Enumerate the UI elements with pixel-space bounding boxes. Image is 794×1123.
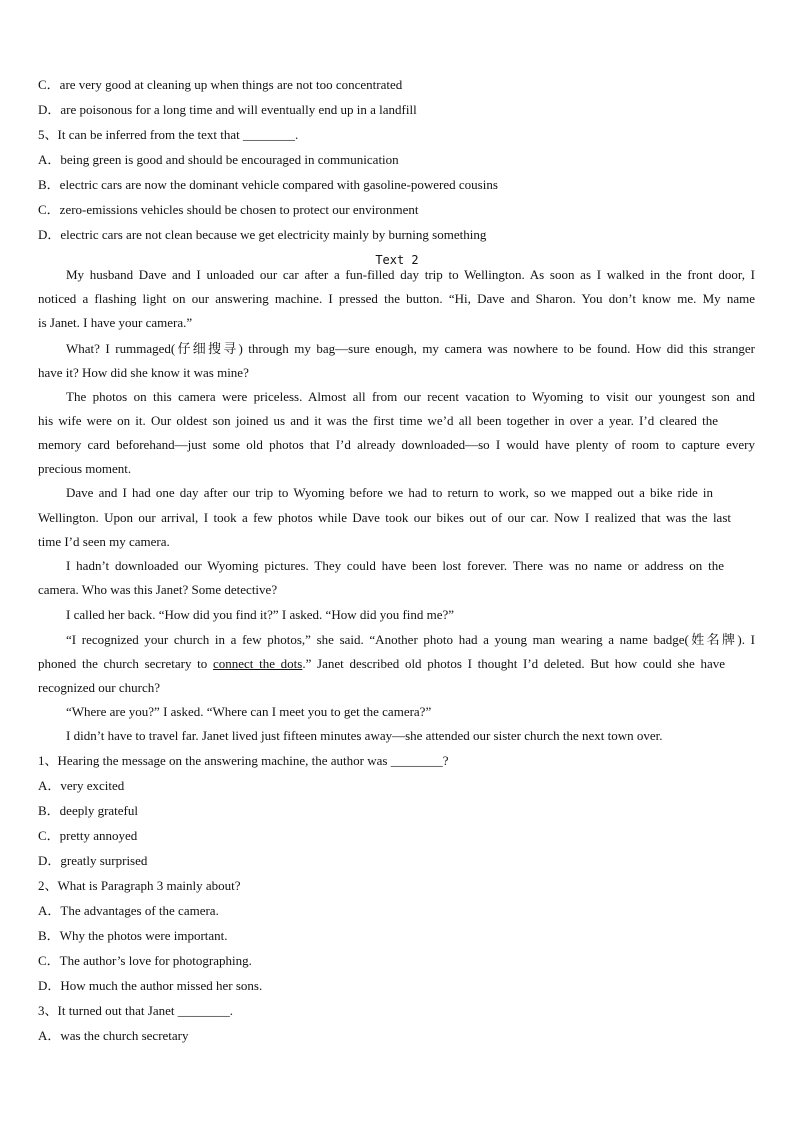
passage-line: “Where are you?” I asked. “Where can I meet you to get the camera?” [66, 704, 432, 719]
passage-line: have it? How did she know it was mine? [38, 365, 249, 380]
underlined-phrase: connect the dots [212, 656, 303, 671]
passage-line: What? I rummaged(仔细搜寻) through my bag—sure enough, my camera was nowhere to be found. How did this stranger [66, 341, 755, 356]
passage-line: Dave and I had one day after our trip to Wyoming before we had to return to work, so we mapped out a bike ride in [66, 485, 713, 500]
option-line: D．greatly surprised [38, 853, 148, 868]
option-line: C．are very good at cleaning up when things are not too concentrated [38, 77, 403, 92]
passage-line [38, 654, 725, 674]
passage-line: I didn’t have to travel far. Janet lived just fifteen minutes away—she attended our sister church the next town over. [66, 728, 663, 743]
passage-line: recognized our church? [38, 680, 160, 695]
passage-line: memory card beforehand—just some old photos that I’d already downloaded—so I would have plenty of room to capture every [38, 437, 755, 452]
passage-line: “I recognized your church in a few photos,” she said. “Another photo had a young man wearing a name badge(姓名牌). I [66, 632, 755, 647]
passage-line: My husband Dave and I unloaded our car after a fun-filled day trip to Wellington. As soon as I walked in the front door, I [66, 267, 755, 282]
text-before: phoned the church secretary to [38, 656, 213, 671]
option-line: B．electric cars are now the dominant vehicle compared with gasoline-powered cousins [38, 177, 498, 192]
option-line: C．zero-emissions vehicles should be chosen to protect our environment [38, 202, 419, 217]
question-line: 5、It can be inferred from the text that ________. [38, 127, 299, 142]
passage-line: his wife were on it. Our oldest son joined us and it was the first time we’d all been together in over a year. I’d cleared the [38, 413, 718, 428]
question-line: 3、It turned out that Janet ________. [38, 1003, 233, 1018]
passage-line: camera. Who was this Janet? Some detective? [38, 582, 278, 597]
option-line: A．was the church secretary [38, 1028, 189, 1043]
passage-line: is Janet. I have your camera.” [38, 315, 193, 330]
option-line: B．Why the photos were important. [38, 928, 228, 943]
option-line: A．being green is good and should be encouraged in communication [38, 152, 399, 167]
option-line: C．pretty annoyed [38, 828, 138, 843]
option-line: D．How much the author missed her sons. [38, 978, 263, 993]
option-line: C．The author’s love for photographing. [38, 953, 252, 968]
option-line: D．electric cars are not clean because we get electricity mainly by burning something [38, 227, 487, 242]
passage-line: I called her back. “How did you find it?” I asked. “How did you find me?” [66, 607, 455, 622]
question-line: 1、Hearing the message on the answering machine, the author was ________? [38, 753, 449, 768]
question-line: 2、What is Paragraph 3 mainly about? [38, 878, 241, 893]
option-line: B．deeply grateful [38, 803, 138, 818]
passage-line: The photos on this camera were priceless. Almost all from our recent vacation to Wyoming to visit our youngest son and [66, 389, 755, 404]
passage-line: time I’d seen my camera. [38, 534, 170, 549]
section-title: Text 2 [375, 253, 419, 267]
passage-line: I hadn’t downloaded our Wyoming pictures. They could have been lost forever. There was no name or address on the [66, 558, 724, 573]
passage-line: precious moment. [38, 461, 132, 476]
option-line: A．The advantages of the camera. [38, 903, 219, 918]
option-line: A．very excited [38, 778, 125, 793]
option-line: D．are poisonous for a long time and will eventually end up in a landfill [38, 102, 417, 117]
passage-line: noticed a flashing light on our answering machine. I pressed the button. “Hi, Dave and Sharon. You don’t know me. My name [38, 291, 755, 306]
passage-line: Wellington. Upon our arrival, I took a few photos while Dave took our bikes out of our car. Now I realized that was the last [38, 510, 731, 525]
text-after: .” Janet described old photos I thought I’d deleted. But how could she have [302, 656, 725, 671]
